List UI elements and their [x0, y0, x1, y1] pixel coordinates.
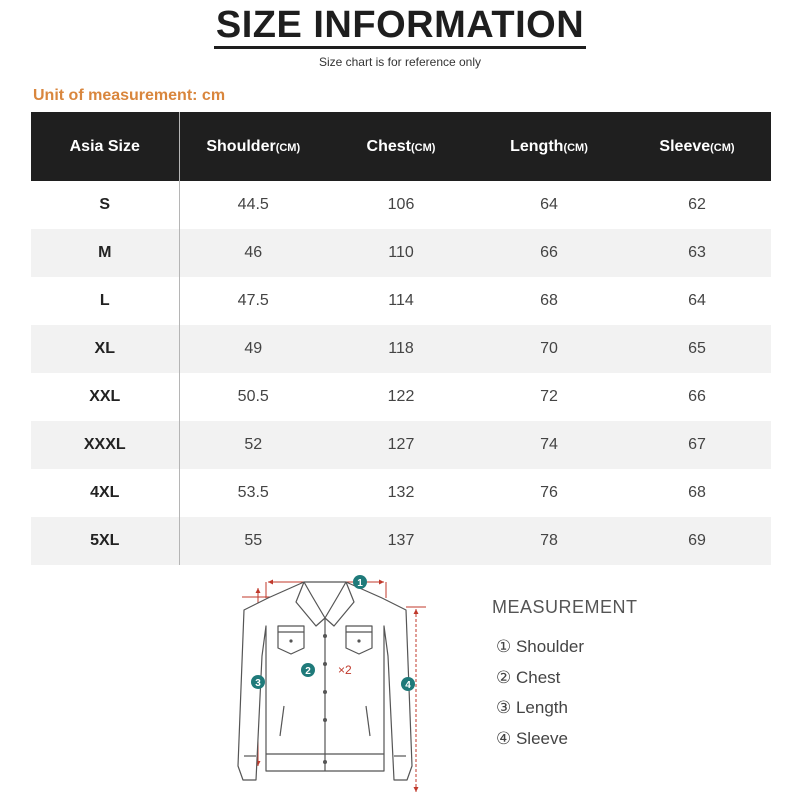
length-cell: 70	[475, 325, 623, 373]
size-cell: M	[31, 229, 179, 277]
header-asia-size: Asia Size	[31, 112, 179, 181]
table-row	[31, 373, 771, 421]
sleeve-cell: 69	[623, 517, 771, 565]
shoulder-cell: 55	[179, 517, 327, 565]
size-table	[31, 112, 772, 565]
shoulder-cell: 52	[179, 421, 327, 469]
sleeve-cell: 64	[688, 292, 706, 309]
length-cell: 72	[540, 388, 558, 405]
sleeve-cell: 66	[688, 388, 706, 405]
shoulder-cell: 47.5	[237, 292, 269, 309]
size-cell: S	[31, 181, 179, 229]
page-title-wrap	[0, 4, 800, 49]
table-row	[31, 181, 771, 229]
chest-cell: 118	[327, 325, 475, 373]
sleeve-cell: 65	[623, 325, 771, 373]
length-cell: 64	[540, 196, 558, 213]
length-cell: 68	[540, 292, 558, 309]
jacket-diagram	[230, 566, 450, 798]
size-cell: 4XL	[31, 469, 179, 517]
chest-cell: 122	[387, 388, 415, 405]
shoulder-cell: 46	[179, 229, 327, 277]
length-cell: 78	[475, 517, 623, 565]
svg-text:3: 3	[255, 678, 261, 689]
jacket-icon	[230, 566, 450, 798]
page-subtitle: Size chart is for reference only	[318, 55, 482, 69]
sleeve-cell: 68	[688, 484, 706, 501]
chest-cell: 137	[327, 517, 475, 565]
measurement-item-shoulder: ① Shoulder	[496, 637, 585, 656]
table-row	[31, 277, 771, 325]
table-row	[31, 421, 771, 469]
measurement-title: MEASUREMENT	[492, 597, 638, 617]
size-cell: XXL	[31, 373, 179, 421]
chest-cell: 114	[388, 292, 414, 309]
marker-sleeve	[401, 677, 415, 691]
svg-text:1: 1	[357, 578, 363, 589]
header-shoulder: Shoulder(CM)	[179, 112, 327, 181]
measurement-item-chest: ② Chest	[496, 667, 561, 687]
header-chest: Chest(CM)	[327, 112, 475, 181]
chest-cell: 110	[327, 229, 475, 277]
table-header-row	[31, 112, 771, 181]
table-row	[31, 517, 771, 565]
shoulder-cell: 50.5	[237, 388, 269, 405]
size-cell: XXXL	[31, 421, 179, 469]
header-length: Length(CM)	[475, 112, 623, 181]
page-title: SIZE INFORMATION	[214, 4, 586, 49]
svg-text:4: 4	[405, 680, 411, 691]
marker-chest	[301, 663, 315, 677]
unit-label: Unit of measurement: cm	[33, 87, 226, 104]
measurement-item-length: ③ Length	[496, 698, 568, 717]
chest-cell: 132	[387, 484, 415, 501]
shoulder-cell: 44.5	[237, 196, 269, 213]
svg-text:2: 2	[305, 666, 311, 677]
table-row	[31, 469, 771, 517]
size-cell: L	[31, 277, 179, 325]
measurement-list	[496, 636, 584, 758]
measurement-item-sleeve: ④ Sleeve	[496, 728, 568, 748]
size-cell: 5XL	[31, 517, 179, 565]
shoulder-cell: 49	[179, 325, 327, 373]
size-cell: XL	[31, 325, 179, 373]
length-cell: 76	[540, 484, 558, 501]
chest-cell: 106	[387, 196, 415, 213]
marker-length	[251, 675, 265, 689]
sleeve-cell: 62	[688, 196, 706, 213]
shoulder-cell: 53.5	[237, 484, 269, 501]
header-sleeve: Sleeve(CM)	[623, 112, 771, 181]
marker-shoulder	[353, 575, 367, 589]
sleeve-cell: 63	[623, 229, 771, 277]
chest-multiplier: ×2	[338, 663, 352, 677]
sleeve-cell: 67	[623, 421, 771, 469]
table-row	[31, 229, 771, 277]
chest-cell: 127	[327, 421, 475, 469]
length-cell: 66	[475, 229, 623, 277]
table-row	[31, 325, 771, 373]
length-cell: 74	[475, 421, 623, 469]
